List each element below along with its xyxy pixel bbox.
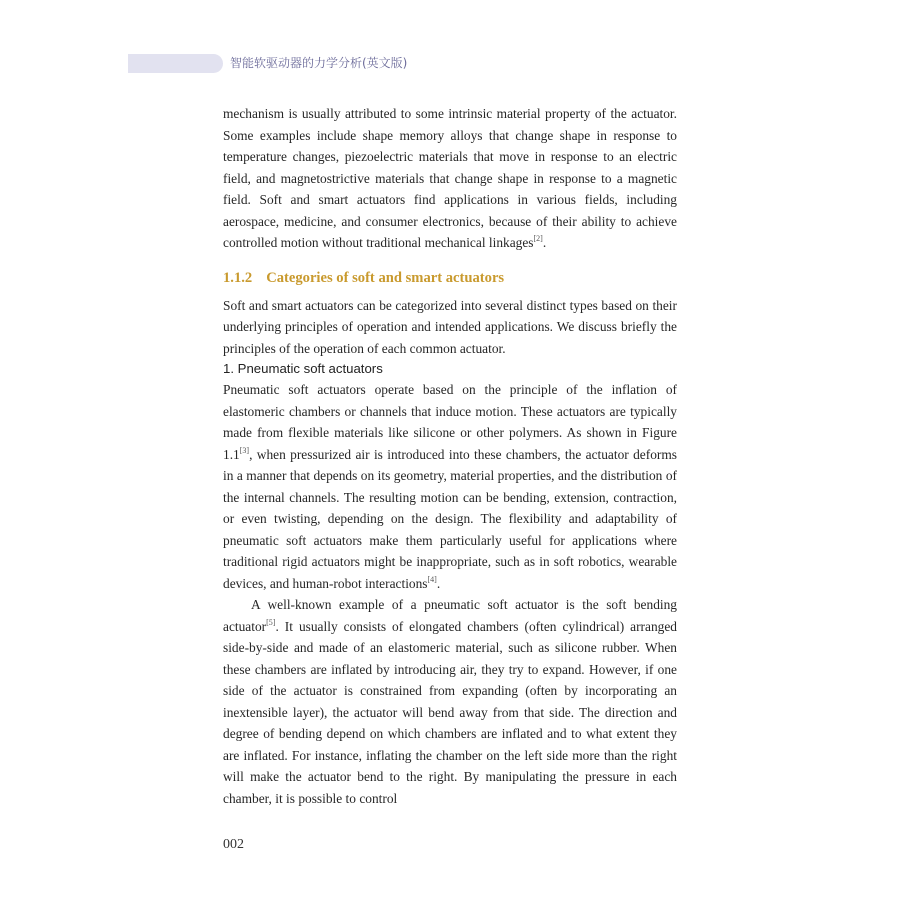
intro-paragraph <box>223 103 677 254</box>
intro-paragraph-end: . <box>542 235 547 250</box>
running-header-title: 智能软驱动器的力学分析(英文版) <box>230 56 408 70</box>
citation-5: [5] <box>266 617 276 627</box>
intro-paragraph-text: mechanism is usually attributed to some intrinsic material property of the actuator. Some examples include shape memory alloys that change shape in response to temperature changes, piezoelectric materials that move in response to an electric field, and magnetostrictive materials that change shape in response to a magnetic field. Soft and smart actuators find applications in various fields, including aerospace, medicine, and consumer electronics, because of their ability to achieve controlled motion without traditional mechanical linkages <box>223 106 677 250</box>
citation-4: [4] <box>427 574 437 584</box>
pneumatic-paragraph <box>223 379 677 594</box>
subsection-heading: 1. Pneumatic soft actuators <box>223 361 383 376</box>
page-content <box>223 103 677 809</box>
page-number: 002 <box>223 837 244 852</box>
bending-paragraph-part1: A well-known example of a pneumatic soft actuator is the soft bending actuator <box>223 597 677 634</box>
bending-paragraph <box>223 594 677 809</box>
section-intro-paragraph: Soft and smart actuators can be categorized into several distinct types based on their underlying principles of operation and intended applications. We discuss briefly the principles of the operation of each common actuator. <box>223 297 677 356</box>
citation-3: [3] <box>239 445 250 455</box>
section-title: Categories of soft and smart actuators <box>266 269 505 286</box>
pneumatic-paragraph-part1: Pneumatic soft actuators operate based on the principle of the inflation of elastomeric chambers or channels that induce motion. These actuators are typically made from flexible materials like silicone or other polymers. As shown in Figure 1.1 <box>223 382 677 462</box>
section-number: 1.1.2 <box>223 269 253 286</box>
pneumatic-paragraph-part2: , when pressurized air is introduced into these chambers, the actuator deforms in a manner that depends on its geometry, material properties, and the distribution of the internal channels. The resulting motion can be bending, extension, contraction, or even twisting, depending on the design. The flexibility and adaptability of pneumatic soft actuators make them particularly useful for applications where traditional rigid actuators might be inappropriate, such as in soft robotics, wearable devices, and human-robot interactions <box>223 446 677 591</box>
bending-paragraph-part2: . It usually consists of elongated chambers (often cylindrical) arranged side-by-side and made of an elastomeric material, such as silicone rubber. When these chambers are inflated by introducing air, they try to expand. However, if one side of the actuator is constrained from expanding (often by incorporating an inextensible layer), the actuator will bend away from that side. The direction and degree of bending depend on which chambers are inflated and to what extent they are inflated. For instance, inflating the chamber on the left side more than the right will make the actuator bend to the right. By manipulating the pressure in each chamber, it is possible to control <box>223 618 677 806</box>
header-band <box>128 54 223 73</box>
section-heading <box>223 267 677 289</box>
pneumatic-paragraph-end: . <box>436 575 441 591</box>
citation-2: [2] <box>533 234 543 243</box>
